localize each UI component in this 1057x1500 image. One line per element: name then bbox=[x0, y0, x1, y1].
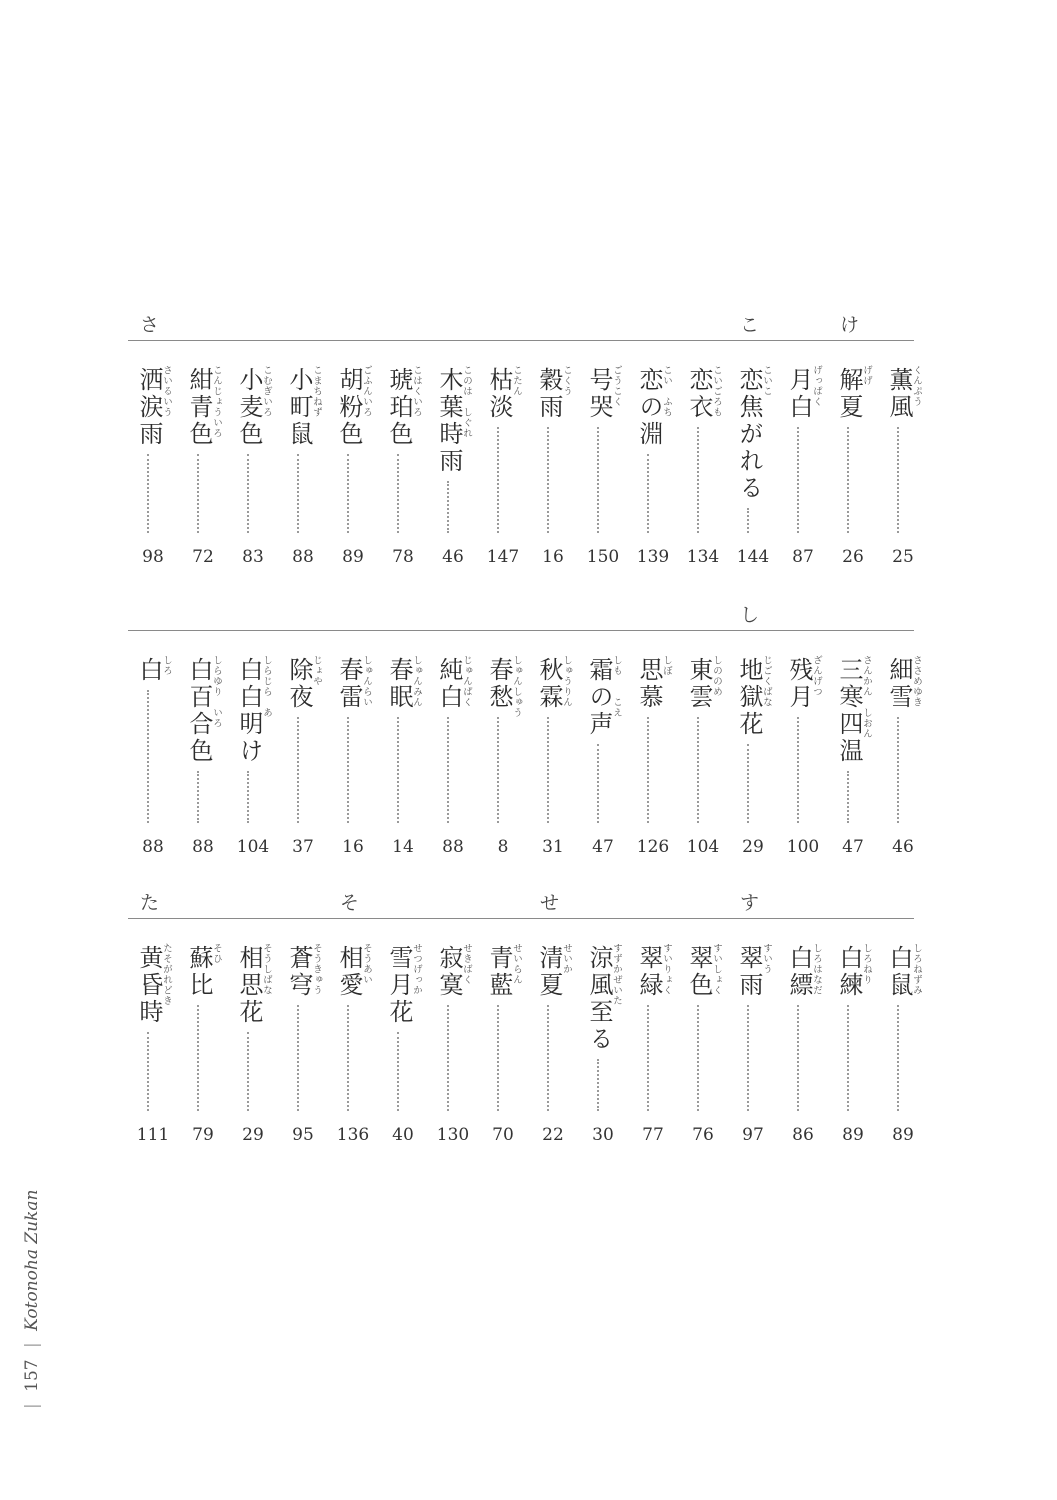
index-entry bbox=[728, 600, 778, 870]
entry-word: 秋霖 bbox=[535, 657, 563, 711]
entry-page-number: 150 bbox=[586, 547, 620, 567]
entry-word: 翠色 bbox=[685, 945, 713, 999]
entry-page-number: 47 bbox=[592, 837, 614, 857]
footer-book-title: Kotonoha Zukan bbox=[22, 1189, 42, 1331]
leader-dots bbox=[647, 1005, 649, 1111]
index-entry bbox=[578, 888, 628, 1158]
index-entry bbox=[328, 600, 378, 870]
entry-page-number: 136 bbox=[336, 1125, 370, 1145]
entry-page-number: 26 bbox=[842, 547, 864, 567]
index-entry bbox=[778, 310, 828, 580]
index-entry bbox=[228, 310, 278, 580]
entry-word: 思慕 bbox=[635, 657, 663, 711]
kana-heading: さ bbox=[140, 314, 160, 336]
entry-reading: せきばく bbox=[461, 943, 472, 985]
index-entry bbox=[578, 600, 628, 870]
index-entry bbox=[178, 600, 228, 870]
leader-dots bbox=[397, 454, 399, 533]
leader-dots bbox=[797, 1005, 799, 1111]
entry-word: 翠緑 bbox=[635, 945, 663, 999]
entry-reading: しろ bbox=[161, 655, 172, 676]
entry-reading: こい ふち bbox=[661, 365, 672, 418]
leader-dots bbox=[497, 1005, 499, 1111]
entry-page-number: 88 bbox=[292, 547, 314, 567]
entry-word: 純白 bbox=[435, 657, 463, 711]
entry-word: 薫風 bbox=[885, 367, 913, 421]
entry-reading: こはくいろ bbox=[411, 365, 422, 418]
entry-page-number: 29 bbox=[742, 837, 764, 857]
entry-reading: しも こえ bbox=[611, 655, 622, 718]
index-entry bbox=[828, 310, 878, 580]
entry-word: 月白 bbox=[785, 367, 813, 421]
footer-page-number: 157 bbox=[22, 1359, 42, 1392]
leader-dots bbox=[897, 717, 899, 823]
index-entry bbox=[378, 888, 428, 1158]
entry-page-number: 8 bbox=[497, 837, 509, 857]
entry-word: 青藍 bbox=[485, 945, 513, 999]
index-entry bbox=[228, 600, 278, 870]
index-entry bbox=[278, 310, 328, 580]
leader-dots bbox=[547, 717, 549, 823]
entry-word: 寂寞 bbox=[435, 945, 463, 999]
entry-word: 除夜 bbox=[285, 657, 313, 711]
entry-word: 白鼠 bbox=[885, 945, 913, 999]
entry-reading: こくう bbox=[561, 365, 572, 397]
leader-dots bbox=[147, 454, 149, 533]
index-entry bbox=[478, 888, 528, 1158]
entry-word: 解夏 bbox=[835, 367, 863, 421]
entry-word: 恋の淵 bbox=[635, 367, 663, 448]
index-entry bbox=[778, 600, 828, 870]
index-entry bbox=[278, 888, 328, 1158]
index-entry bbox=[328, 310, 378, 580]
leader-dots bbox=[597, 744, 599, 823]
index-entry bbox=[528, 600, 578, 870]
leader-dots bbox=[547, 427, 549, 533]
entry-word: 黄昏時 bbox=[135, 945, 163, 1026]
leader-dots bbox=[697, 427, 699, 533]
index-entry bbox=[428, 888, 478, 1158]
entry-page-number: 100 bbox=[786, 837, 820, 857]
entry-reading: そうあい bbox=[361, 943, 372, 985]
leader-dots bbox=[147, 690, 149, 823]
leader-dots bbox=[647, 454, 649, 533]
entry-word: 白縹 bbox=[785, 945, 813, 999]
leader-dots bbox=[447, 717, 449, 823]
index-entry bbox=[478, 310, 528, 580]
entry-reading: せつげっか bbox=[411, 943, 422, 996]
entry-word: 穀雨 bbox=[535, 367, 563, 421]
entry-word: 小町鼠 bbox=[285, 367, 313, 448]
leader-dots bbox=[447, 481, 449, 533]
entry-word: 相思花 bbox=[235, 945, 263, 1026]
entry-word: 号哭 bbox=[585, 367, 613, 421]
entry-reading: ささめゆき bbox=[911, 655, 922, 708]
entry-reading: このは しぐれ bbox=[461, 365, 472, 439]
entry-page-number: 104 bbox=[686, 837, 720, 857]
entry-page-number: 87 bbox=[792, 547, 814, 567]
entry-reading: こまちねず bbox=[311, 365, 322, 418]
entry-word: 清夏 bbox=[535, 945, 563, 999]
entry-page-number: 144 bbox=[736, 547, 770, 567]
entry-word: 白練 bbox=[835, 945, 863, 999]
entry-reading: すいしょく bbox=[711, 943, 722, 996]
entry-word: 地獄花 bbox=[735, 657, 763, 738]
entry-page-number: 72 bbox=[192, 547, 214, 567]
entry-word: 恋焦がれる bbox=[735, 367, 763, 502]
entry-page-number: 139 bbox=[636, 547, 670, 567]
entry-page-number: 89 bbox=[892, 1125, 914, 1145]
entry-word: 小麦色 bbox=[235, 367, 263, 448]
entry-page-number: 79 bbox=[192, 1125, 214, 1145]
entry-reading: げっぱく bbox=[811, 365, 822, 407]
entry-page-number: 22 bbox=[542, 1125, 564, 1145]
leader-dots bbox=[897, 427, 899, 533]
entry-page-number: 88 bbox=[142, 837, 164, 857]
kana-heading: す bbox=[740, 892, 760, 914]
index-entry bbox=[878, 888, 928, 1158]
kana-heading: こ bbox=[740, 314, 760, 336]
entry-page-number: 31 bbox=[542, 837, 564, 857]
leader-dots bbox=[897, 1005, 899, 1111]
entry-reading: しらじら あ bbox=[261, 655, 272, 718]
kana-heading: そ bbox=[340, 892, 360, 914]
entry-reading: ざんげつ bbox=[811, 655, 822, 697]
index-entry bbox=[178, 888, 228, 1158]
entry-page-number: 76 bbox=[692, 1125, 714, 1145]
entry-reading: そひ bbox=[211, 943, 222, 964]
leader-dots bbox=[697, 1005, 699, 1111]
entry-reading: こむぎいろ bbox=[261, 365, 272, 418]
entry-word: 春雷 bbox=[335, 657, 363, 711]
index-entry bbox=[378, 310, 428, 580]
entry-word: 細雪 bbox=[885, 657, 913, 711]
entry-page-number: 46 bbox=[442, 547, 464, 567]
entry-page-number: 14 bbox=[392, 837, 414, 857]
entry-reading: たそがれどき bbox=[161, 943, 172, 1006]
index-entry bbox=[528, 888, 578, 1158]
entry-reading: さいるいう bbox=[161, 365, 172, 418]
entry-page-number: 70 bbox=[492, 1125, 514, 1145]
entry-word: 三寒四温 bbox=[835, 657, 863, 765]
entry-word: 雪月花 bbox=[385, 945, 413, 1026]
entry-reading: しろねり bbox=[861, 943, 872, 985]
leader-dots bbox=[247, 454, 249, 533]
leader-dots bbox=[597, 1059, 599, 1111]
entry-word: 霜の声 bbox=[585, 657, 613, 738]
entry-page-number: 16 bbox=[342, 837, 364, 857]
leader-dots bbox=[297, 717, 299, 823]
index-entry bbox=[878, 310, 928, 580]
kana-heading: け bbox=[840, 314, 860, 336]
entry-word: 涼風至る bbox=[585, 945, 613, 1053]
entry-reading: げげ bbox=[861, 365, 872, 386]
entry-reading: しののめ bbox=[711, 655, 722, 697]
entry-page-number: 29 bbox=[242, 1125, 264, 1145]
kana-heading: せ bbox=[540, 892, 560, 914]
entry-word: 白百合色 bbox=[185, 657, 213, 765]
leader-dots bbox=[847, 771, 849, 823]
leader-dots bbox=[397, 717, 399, 823]
entry-word: 東雲 bbox=[685, 657, 713, 711]
entry-page-number: 77 bbox=[642, 1125, 664, 1145]
entry-word: 蘇比 bbox=[185, 945, 213, 999]
leader-dots bbox=[397, 1032, 399, 1111]
entry-reading: じゅんぱく bbox=[461, 655, 472, 708]
index-entry bbox=[378, 600, 428, 870]
leader-dots bbox=[497, 717, 499, 823]
entry-reading: しゅんらい bbox=[361, 655, 372, 708]
entry-page-number: 16 bbox=[542, 547, 564, 567]
entry-word: 枯淡 bbox=[485, 367, 513, 421]
entry-word: 洒涙雨 bbox=[135, 367, 163, 448]
index-section bbox=[128, 888, 922, 1168]
entry-page-number: 46 bbox=[892, 837, 914, 857]
entry-reading: すいう bbox=[761, 943, 772, 975]
entry-page-number: 37 bbox=[292, 837, 314, 857]
leader-dots bbox=[297, 1005, 299, 1111]
entry-word: 胡粉色 bbox=[335, 367, 363, 448]
entry-reading: しゅんしゅう bbox=[511, 655, 522, 718]
entry-reading: さんかん しおん bbox=[861, 655, 872, 739]
entry-reading: しぼ bbox=[661, 655, 672, 676]
index-entry bbox=[278, 600, 328, 870]
kana-heading: た bbox=[140, 892, 160, 914]
entry-page-number: 126 bbox=[636, 837, 670, 857]
page-footer bbox=[22, 1185, 42, 1415]
entry-reading: しらゆり いろ bbox=[211, 655, 222, 729]
leader-dots bbox=[197, 454, 199, 533]
footer-rule: | bbox=[22, 1403, 42, 1409]
entry-reading: そうしばな bbox=[261, 943, 272, 996]
entry-page-number: 89 bbox=[342, 547, 364, 567]
entry-page-number: 97 bbox=[742, 1125, 764, 1145]
leader-dots bbox=[797, 427, 799, 533]
entry-word: 木葉時雨 bbox=[435, 367, 463, 475]
entry-word: 春愁 bbox=[485, 657, 513, 711]
leader-dots bbox=[247, 1032, 249, 1111]
leader-dots bbox=[647, 717, 649, 823]
leader-dots bbox=[847, 427, 849, 533]
leader-dots bbox=[747, 1005, 749, 1111]
index-entry bbox=[628, 888, 678, 1158]
entry-page-number: 88 bbox=[192, 837, 214, 857]
index-entry bbox=[128, 888, 178, 1158]
entry-reading: しろねずみ bbox=[911, 943, 922, 996]
entry-word: 恋衣 bbox=[685, 367, 713, 421]
index-entry bbox=[528, 310, 578, 580]
entry-page-number: 78 bbox=[392, 547, 414, 567]
entry-reading: せいか bbox=[561, 943, 572, 975]
entry-reading: ごふんいろ bbox=[361, 365, 372, 418]
entry-page-number: 30 bbox=[592, 1125, 614, 1145]
kana-heading: し bbox=[740, 604, 760, 626]
index-entry bbox=[678, 310, 728, 580]
index-entry bbox=[778, 888, 828, 1158]
entry-reading: そうきゅう bbox=[311, 943, 322, 996]
entry-reading: くんぷう bbox=[911, 365, 922, 407]
entry-page-number: 83 bbox=[242, 547, 264, 567]
entry-page-number: 25 bbox=[892, 547, 914, 567]
entry-page-number: 86 bbox=[792, 1125, 814, 1145]
index-entry bbox=[328, 888, 378, 1158]
index-entry bbox=[128, 310, 178, 580]
entry-reading: じごくばな bbox=[761, 655, 772, 708]
leader-dots bbox=[297, 454, 299, 533]
entry-page-number: 98 bbox=[142, 547, 164, 567]
index-entry bbox=[678, 600, 728, 870]
index-entry bbox=[128, 600, 178, 870]
leader-dots bbox=[447, 1005, 449, 1111]
entry-page-number: 104 bbox=[236, 837, 270, 857]
index-entry bbox=[178, 310, 228, 580]
index-entry bbox=[828, 888, 878, 1158]
entry-reading: しろはなだ bbox=[811, 943, 822, 996]
index-entry bbox=[678, 888, 728, 1158]
entry-reading: ごうこく bbox=[611, 365, 622, 407]
entry-reading: こんじょういろ bbox=[211, 365, 222, 439]
leader-dots bbox=[347, 1005, 349, 1111]
entry-page-number: 47 bbox=[842, 837, 864, 857]
entry-page-number: 95 bbox=[292, 1125, 314, 1145]
index-entry bbox=[628, 600, 678, 870]
entry-reading: こいごろも bbox=[711, 365, 722, 418]
index-section bbox=[128, 310, 922, 590]
entry-reading: しゅうりん bbox=[561, 655, 572, 708]
leader-dots bbox=[347, 454, 349, 533]
entry-word: 春眠 bbox=[385, 657, 413, 711]
entry-reading: せいらん bbox=[511, 943, 522, 985]
entry-word: 翠雨 bbox=[735, 945, 763, 999]
entry-reading: すいりょく bbox=[661, 943, 672, 996]
entry-reading: しゅんみん bbox=[411, 655, 422, 708]
leader-dots bbox=[697, 717, 699, 823]
index-section bbox=[128, 600, 922, 880]
leader-dots bbox=[347, 717, 349, 823]
leader-dots bbox=[247, 771, 249, 823]
entry-word: 白白明け bbox=[235, 657, 263, 765]
entry-page-number: 130 bbox=[436, 1125, 470, 1145]
entry-reading: こいこ bbox=[761, 365, 772, 397]
leader-dots bbox=[597, 427, 599, 533]
entry-page-number: 134 bbox=[686, 547, 720, 567]
leader-dots bbox=[197, 771, 199, 823]
entry-word: 紺青色 bbox=[185, 367, 213, 448]
leader-dots bbox=[747, 744, 749, 823]
leader-dots bbox=[197, 1005, 199, 1111]
entry-page-number: 111 bbox=[136, 1125, 170, 1145]
entry-page-number: 88 bbox=[442, 837, 464, 857]
index-entry bbox=[428, 600, 478, 870]
index-entry bbox=[878, 600, 928, 870]
entry-word: 蒼穹 bbox=[285, 945, 313, 999]
entry-page-number: 147 bbox=[486, 547, 520, 567]
entry-word: 相愛 bbox=[335, 945, 363, 999]
leader-dots bbox=[797, 717, 799, 823]
entry-page-number: 89 bbox=[842, 1125, 864, 1145]
entry-page-number: 40 bbox=[392, 1125, 414, 1145]
index-entry bbox=[728, 310, 778, 580]
leader-dots bbox=[147, 1032, 149, 1111]
entry-word: 残月 bbox=[785, 657, 813, 711]
leader-dots bbox=[747, 508, 749, 533]
entry-word: 白 bbox=[135, 657, 163, 684]
index-entry bbox=[828, 600, 878, 870]
entry-reading: こたん bbox=[511, 365, 522, 397]
entry-word: 琥珀色 bbox=[385, 367, 413, 448]
index-entry bbox=[428, 310, 478, 580]
leader-dots bbox=[847, 1005, 849, 1111]
index-entry bbox=[228, 888, 278, 1158]
index-entry bbox=[628, 310, 678, 580]
footer-separator: | bbox=[22, 1342, 42, 1348]
index-entry bbox=[578, 310, 628, 580]
leader-dots bbox=[497, 427, 499, 533]
index-entry bbox=[728, 888, 778, 1158]
entry-reading: すずかぜいた bbox=[611, 943, 622, 1006]
index-entry bbox=[478, 600, 528, 870]
entry-reading: じょや bbox=[311, 655, 322, 687]
leader-dots bbox=[547, 1005, 549, 1111]
